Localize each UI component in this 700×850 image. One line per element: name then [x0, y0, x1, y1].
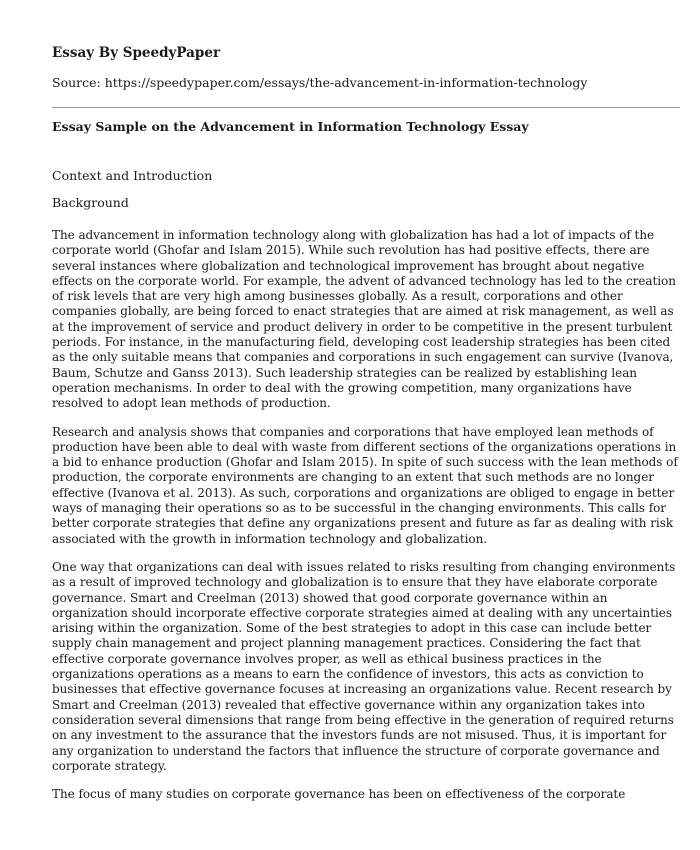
- header-divider: [52, 107, 680, 108]
- body-paragraph: One way that organizations can deal with issues related to risks resulting from changing environments as a result of improved technology and globalization is to ensure that they have elaborate corporate governance. Smart and Creelman (2013) showed that good corporate governance within an organization should incorporate effective corporate strategies aimed at dealing with any uncertainties arising within the organization. Some of the best strategies to adopt in this case can include better supply chain management and project planning management practices. Considering the fact that effective corporate governance involves proper, as well as ethical business practices in the organizations operations as a means to earn the confidence of investors, this acts as conviction to businesses that effective governance focuses at increasing an organizations value. Recent research by Smart and Creelman (2013) revealed that effective governance within any organization takes into consideration several dimensions that range from being effective in the generation of required returns on any investment to the assurance that the investors funds are not misused. Thus, it is important for any organization to understand the factors that influence the structure of corporate governance and corporate strategy.: [52, 559, 676, 773]
- subsection-heading: Background: [52, 195, 129, 210]
- body-paragraph: Research and analysis shows that companies and corporations that have employed lean methods of production have been able to deal with waste from different sections of the organizations operations in a bid to enhance production (Ghofar and Islam 2015). In spite of such success with the lean methods of production, the corporate environments are changing to an extent that such methods are no longer effective (Ivanova et al. 2013). As such, corporations and organizations are obliged to engage in better ways of managing their operations so as to be successful in the changing environments. This calls for better corporate strategies that define any organizations present and future as far as dealing with risk associated with the growth in information technology and globalization.: [52, 424, 678, 546]
- section-heading: Context and Introduction: [52, 168, 213, 183]
- body-paragraph: The advancement in information technology along with globalization has had a lot of impacts of the corporate world (Ghofar and Islam 2015). While such revolution has had positive effects, there are several instances where globalization and technological improvement has brought about negative effects on the corporate world. For example, the advent of advanced technology has led to the creation of risk levels that are very high among businesses globally. As a result, corporations and other companies globally, are being forced to enact strategies that are aimed at risk management, as well as at the improvement of service and product delivery in order to be competitive in the present turbulent periods. For instance, in the manufacturing field, developing cost leadership strategies has been cited as the only suitable means that companies and corporations in such engagement can survive (Ivanova, Baum, Schutze and Ganss 2013). Such leadership strategies can be realized by establishing lean operation mechanisms. In order to deal with the growing competition, many organizations have resolved to adopt lean methods of production.: [52, 228, 676, 411]
- source-line: Source: https://speedypaper.com/essays/the-advancement-in-information-technology: [52, 75, 588, 90]
- body-paragraph: The focus of many studies on corporate governance has been on effectiveness of the corporate: [52, 787, 626, 802]
- essay-title: Essay Sample on the Advancement in Information Technology Essay: [52, 119, 529, 134]
- document-header-title: Essay By SpeedyPaper: [52, 45, 221, 61]
